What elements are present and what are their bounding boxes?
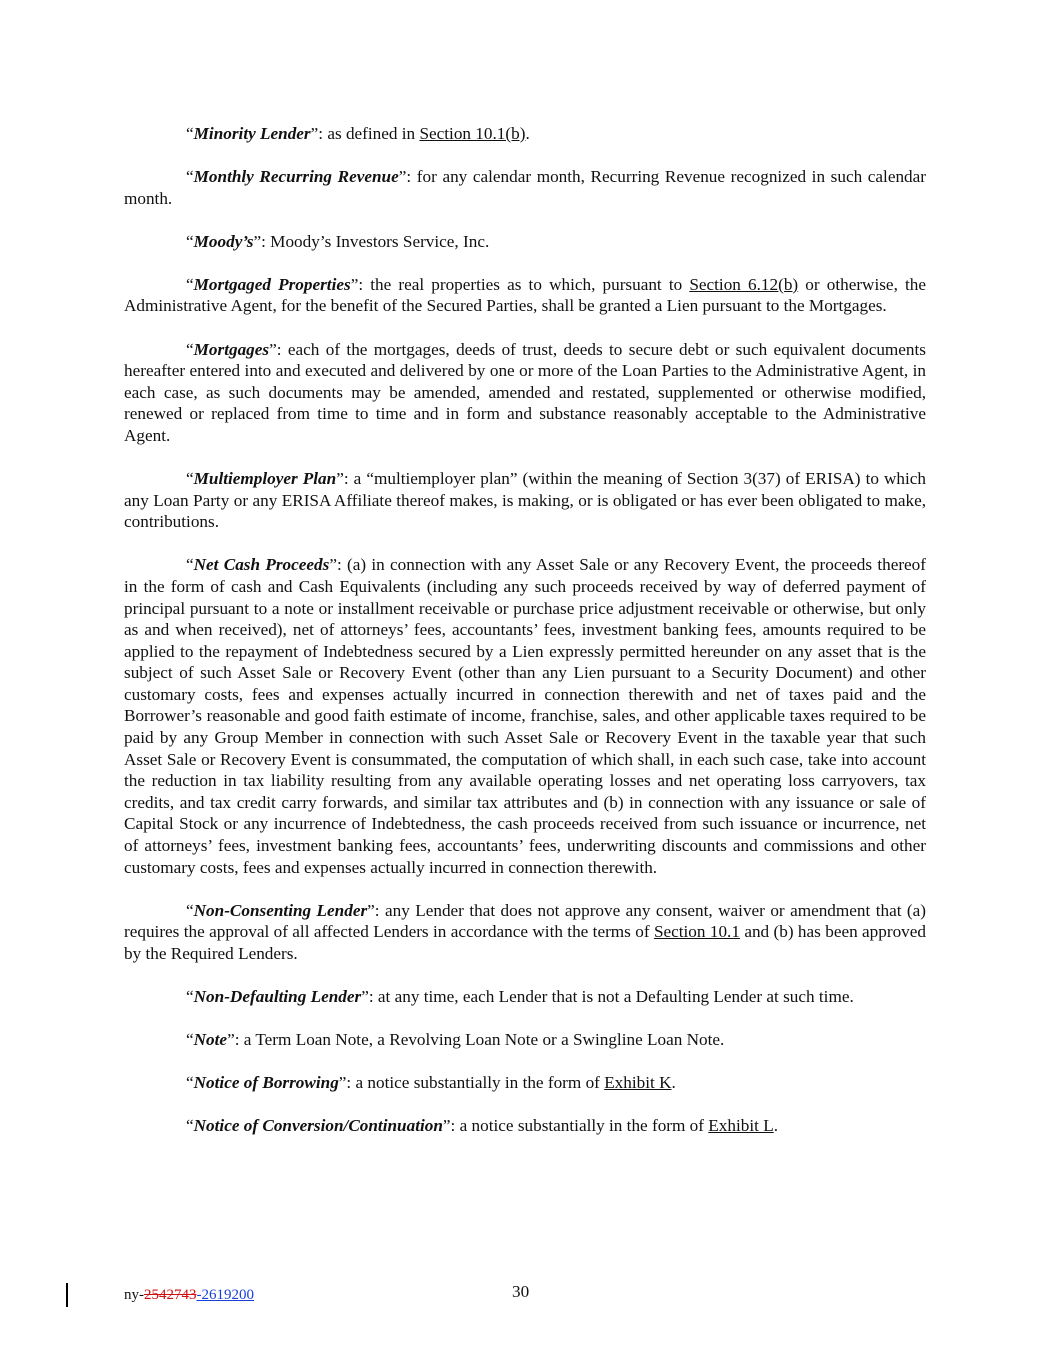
definition-monthly-recurring-revenue: “Monthly Recurring Revenue”: for any calendar month, Recurring Revenue recognized in such calendar month. (124, 167, 926, 208)
section-link[interactable]: Section 10.1(b) (419, 124, 526, 143)
document-id: ny-2542743-2619200 (124, 1287, 254, 1303)
definition-non-consenting-lender: “Non-Consenting Lender”: any Lender that does not approve any consent, waiver or amendment that (a) requires the approval of all affected Lenders in accordance with the terms of Section 10.1 and (b) has been approved by the Required Lenders. (124, 900, 926, 963)
definition-multiemployer-plan: “Multiemployer Plan”: a “multiemployer plan” (within the meaning of Section 3(37) of ERISA) to which any Loan Party or any ERISA Affiliate thereof makes, is making, or is obligated or has ever been obligated to make, contributions. (124, 469, 927, 532)
document-body (124, 123, 926, 1158)
definition-net-cash-proceeds: “Net Cash Proceeds”: (a) in connection with any Asset Sale or any Recovery Event, the proceeds thereof in the form of cash and Cash Equivalents (including any such proceeds received by way of deferred payment of principal pursuant to a note or installment receivable or purchase price adjustment receivable or otherwise, but only as and when received), net of attorneys’ fees, accountants’ fees, investment banking fees, amounts required to be applied to the repayment of Indebtedness secured by a Lien expressly permitted hereunder on any asset that is the subject of such Asset Sale or Recovery Event (other than any Lien pursuant to a Security Document) and other customary costs, fees and expenses actually incurred in connection therewith and net of taxes paid and the Borrower’s reasonable and good faith estimate of income, franchise, sales, and other applicable taxes required to be paid by any Group Member in connection with such Asset Sale or Recovery Event in the taxable year that such Asset Sale or Recovery Event is consummated, the computation of which shall, in each such case, take into account the reduction in tax liability resulting from any available operating losses and net operating loss carryovers, tax credits, and tax credit carry forwards, and similar tax attributes and (b) in connection with any issuance or sale of Capital Stock or any incurrence of Indebtedness, the cash proceeds received from such issuance or incurrence, net of attorneys’ fees, investment banking fees, accountants’ fees, underwriting discounts and commissions and other customary costs, fees and expenses actually incurred in connection therewith. (124, 555, 926, 877)
definition-non-defaulting-lender: “Non-Defaulting Lender”: at any time, each Lender that is not a Defaulting Lender at such time. (186, 987, 854, 1006)
definition-notice-of-conversion-continuation: “Notice of Conversion/Continuation”: a notice substantially in the form of Exhibit L. (186, 1116, 778, 1136)
page-number: 30 (512, 1282, 530, 1301)
definition-note: “Note”: a Term Loan Note, a Revolving Loan Note or a Swingline Loan Note. (186, 1030, 725, 1050)
definition-moodys: “Moody’s”: Moody’s Investors Service, Inc. (186, 231, 490, 251)
definition-notice-of-borrowing: “Notice of Borrowing”: a notice substantially in the form of Exhibit K. (186, 1073, 676, 1093)
section-link[interactable]: Section 10.1 (653, 922, 740, 942)
exhibit-link[interactable]: Exhibit L (708, 1116, 774, 1136)
section-link[interactable]: Section 6.12(b) (689, 274, 799, 294)
definition-minority-lender: “Minority Lender”: as defined in Section 10.1(b). (186, 124, 530, 143)
deleted-doc-number: 2542743 (144, 1287, 197, 1303)
change-bar (66, 1283, 68, 1307)
definition-mortgages: “Mortgages”: each of the mortgages, deeds of trust, deeds to secure debt or such equivalent documents hereafter entered into and executed and delivered by one or more of the Loan Parties to the Administrative Agent, in each case, as such documents may be amended, amended and restated, supplemented or otherwise modified, renewed or replaced from time to time and in form and substance reasonably acceptable to the Administrative Agent. (124, 339, 926, 445)
inserted-doc-number: -2619200 (196, 1287, 254, 1303)
definition-mortgaged-properties: “Mortgaged Properties”: the real properties as to which, pursuant to Section 6.12(b) or otherwise, the Administrative Agent, for the benefit of the Secured Parties, shall be granted a Lien pursuant to the Mortgages. (124, 274, 926, 316)
exhibit-link[interactable]: Exhibit K (604, 1073, 672, 1093)
